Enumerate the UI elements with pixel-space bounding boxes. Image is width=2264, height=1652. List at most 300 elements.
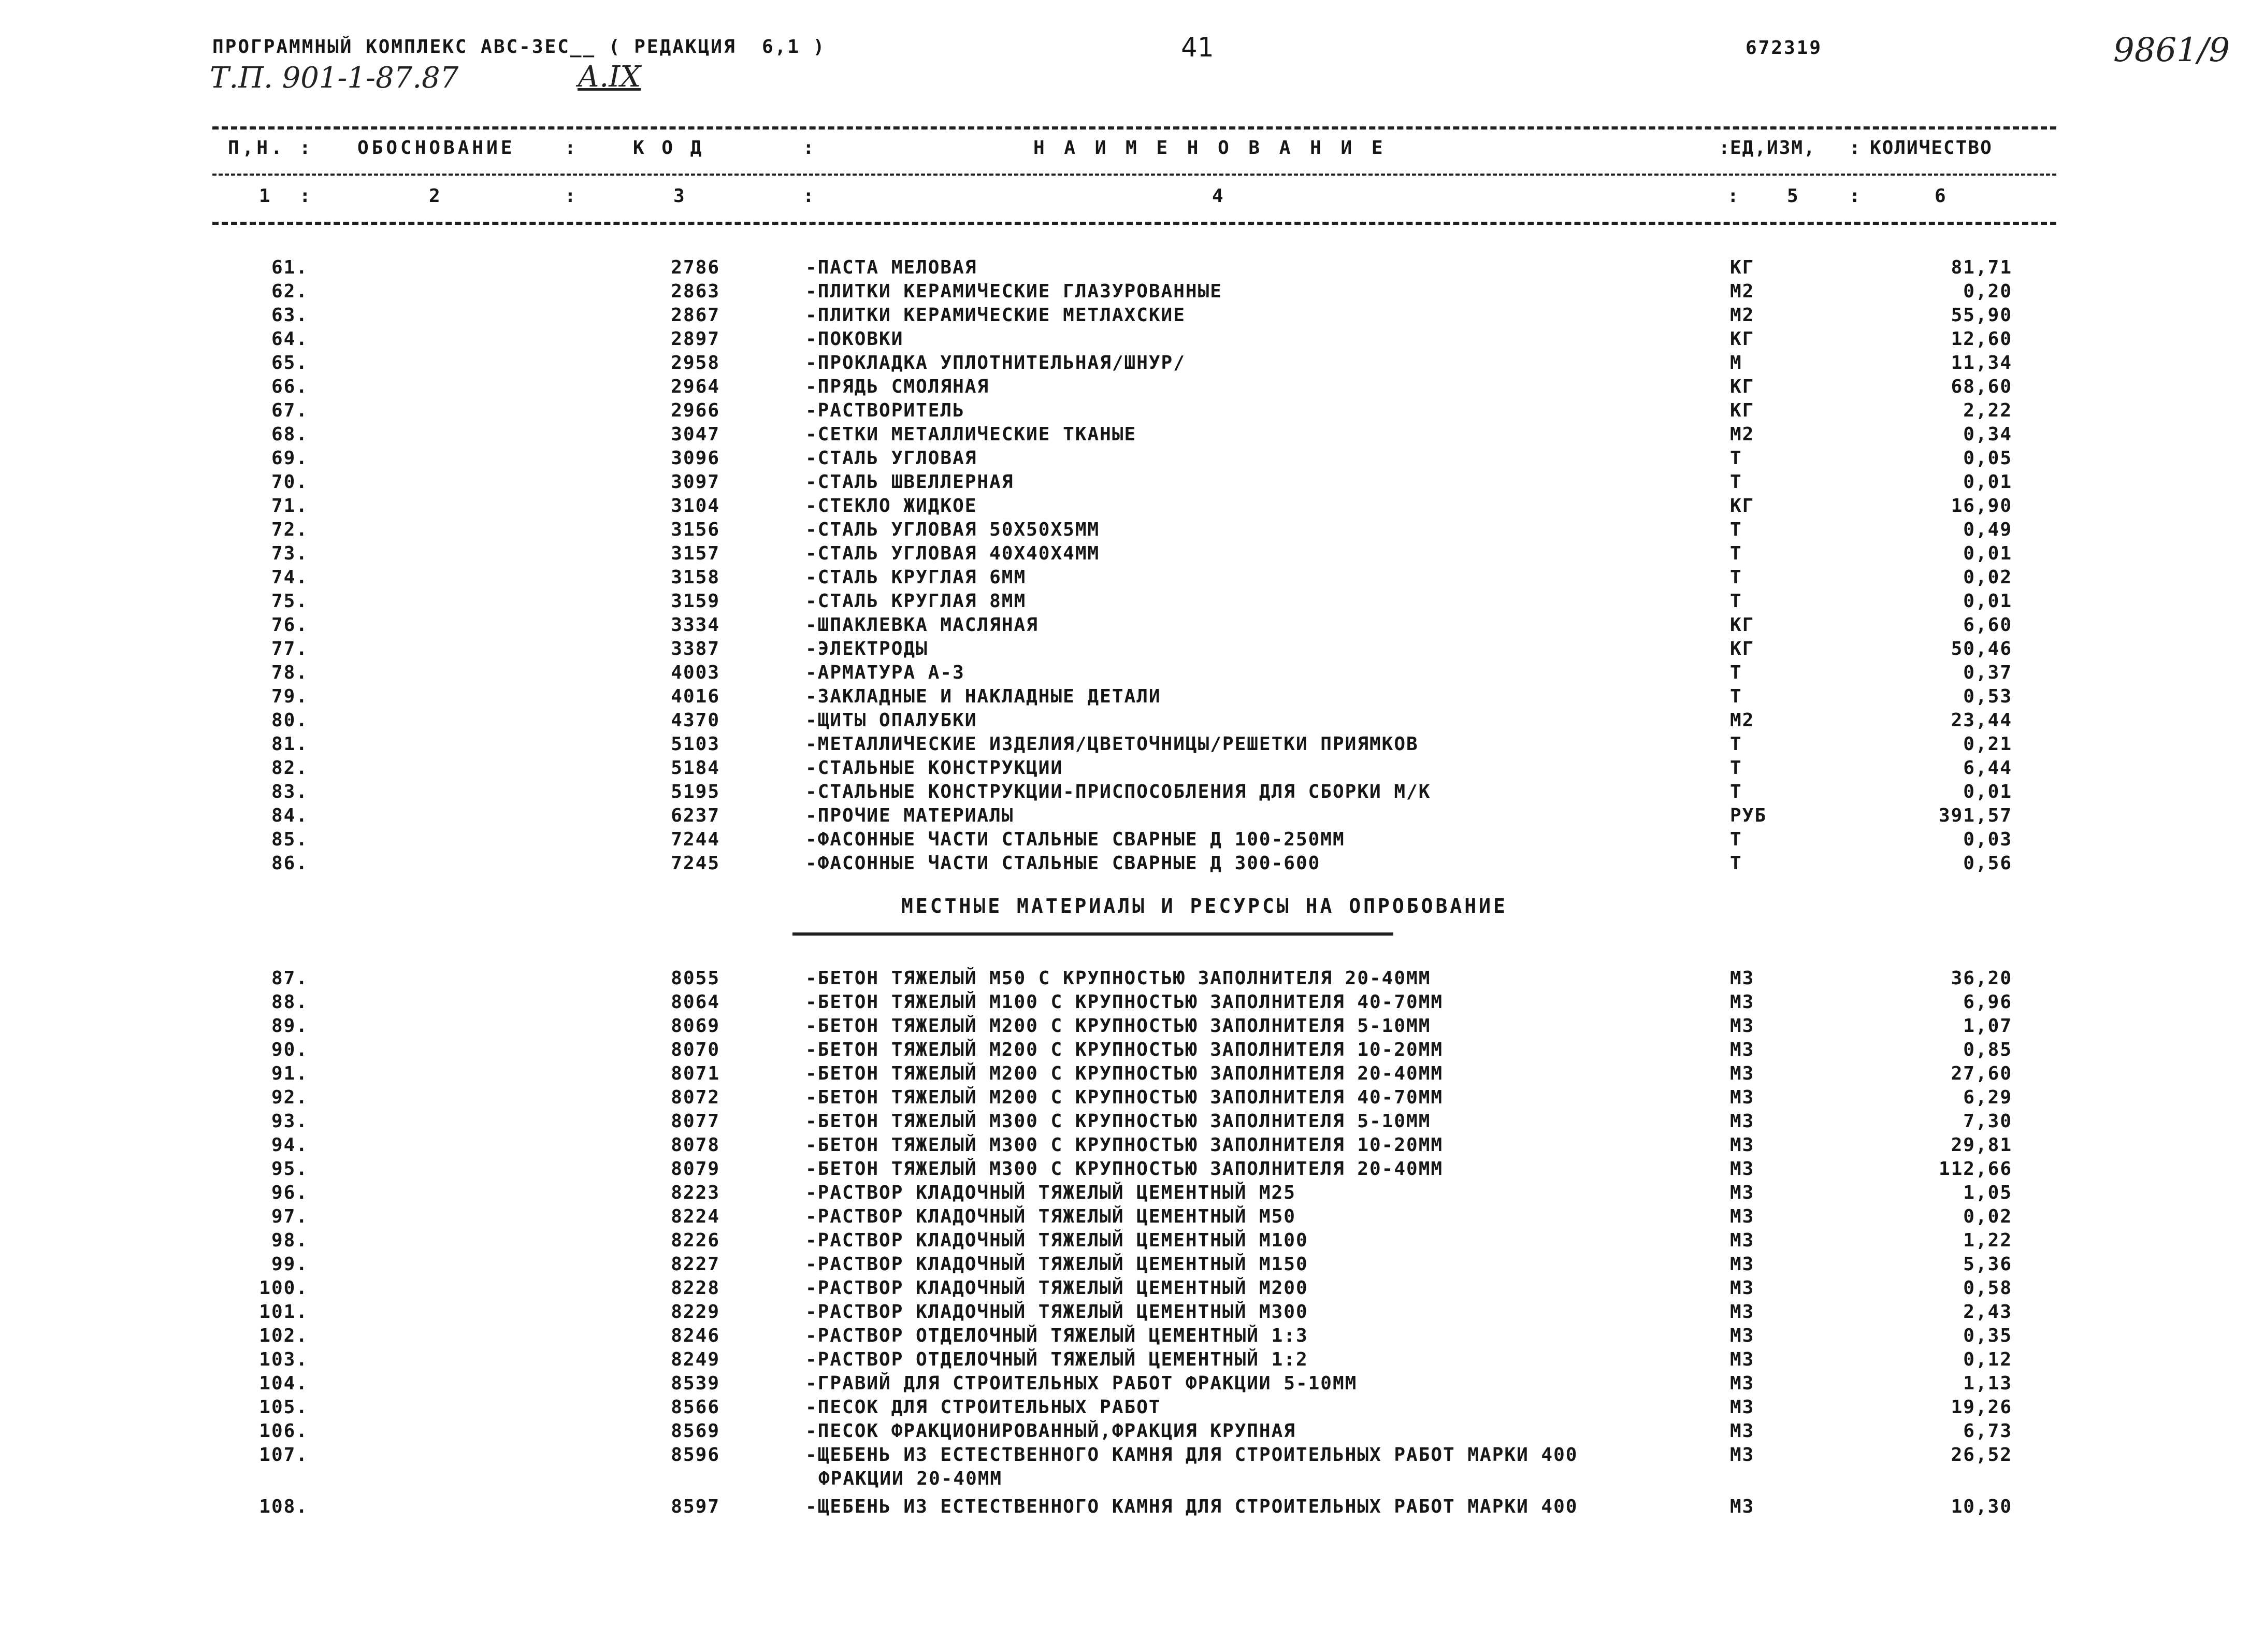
table-row bbox=[0, 519, 2264, 543]
row-code: 8069 bbox=[671, 1015, 720, 1037]
row-quantity: 1,13 bbox=[1963, 1373, 2012, 1394]
row-unit: М3 bbox=[1730, 1277, 1755, 1299]
row-code: 4003 bbox=[671, 662, 720, 683]
row-code: 8249 bbox=[671, 1349, 720, 1370]
row-name: -ЩЕБЕНЬ ИЗ ЕСТЕСТВЕННОГО КАМНЯ ДЛЯ СТРОИТЕЛЬНЫХ РАБОТ МАРКИ 400 bbox=[805, 1444, 1578, 1466]
row-unit: Т bbox=[1730, 781, 1742, 802]
col-number-1: 1 bbox=[259, 185, 270, 207]
row-unit: КГ bbox=[1730, 376, 1755, 397]
row-quantity: 29,81 bbox=[1951, 1134, 2012, 1156]
row-number: 101. bbox=[259, 1301, 308, 1323]
row-number: 100. bbox=[259, 1277, 308, 1299]
row-name: -ФАСОННЫЕ ЧАСТИ СТАЛЬНЫЕ СВАРНЫЕ Д 100-250ММ bbox=[805, 829, 1345, 850]
row-name: -РАСТВОР КЛАДОЧНЫЙ ТЯЖЕЛЫЙ ЦЕМЕНТНЫЙ М100 bbox=[805, 1230, 1308, 1251]
row-name: -ШПАКЛЕВКА МАСЛЯНАЯ bbox=[805, 614, 1039, 636]
col-header-sep: : bbox=[1719, 137, 1733, 159]
row-code: 8077 bbox=[671, 1111, 720, 1132]
row-name: -ПЕСОК ФРАКЦИОНИРОВАННЫЙ,ФРАКЦИЯ КРУПНАЯ bbox=[805, 1420, 1296, 1442]
table-row bbox=[0, 281, 2264, 305]
row-quantity: 112,66 bbox=[1938, 1158, 2012, 1180]
row-code: 3047 bbox=[671, 424, 720, 445]
row-quantity: 1,05 bbox=[1963, 1182, 2012, 1203]
row-number: 74. bbox=[271, 567, 308, 588]
row-number: 95. bbox=[271, 1158, 308, 1180]
row-name: -СТАЛЬ УГЛОВАЯ 50Х50Х5ММ bbox=[805, 519, 1100, 540]
row-quantity: 19,26 bbox=[1951, 1397, 2012, 1418]
table-row bbox=[0, 1420, 2264, 1444]
row-number: 92. bbox=[271, 1087, 308, 1108]
table-row bbox=[0, 1015, 2264, 1039]
table-row bbox=[0, 1349, 2264, 1373]
row-name: -РАСТВОР КЛАДОЧНЫЙ ТЯЖЕЛЫЙ ЦЕМЕНТНЫЙ М25 bbox=[805, 1182, 1296, 1203]
row-quantity: 12,60 bbox=[1951, 328, 2012, 350]
table-row bbox=[0, 710, 2264, 734]
row-name: -БЕТОН ТЯЖЕЛЫЙ М200 С КРУПНОСТЬЮ ЗАПОЛНИТЕЛЯ 10-20ММ bbox=[805, 1039, 1444, 1060]
row-name: -ПРОЧИЕ МАТЕРИАЛЫ bbox=[805, 805, 1014, 826]
row-unit: М3 bbox=[1730, 1230, 1755, 1251]
table-row bbox=[0, 1496, 2264, 1520]
section-underline bbox=[792, 932, 1393, 936]
row-code: 8596 bbox=[671, 1444, 720, 1466]
row-name: -БЕТОН ТЯЖЕЛЫЙ М300 С КРУПНОСТЬЮ ЗАПОЛНИТЕЛЯ 10-20ММ bbox=[805, 1134, 1444, 1156]
row-code: 8229 bbox=[671, 1301, 720, 1323]
col-number-5: 5 bbox=[1787, 185, 1798, 207]
table-row bbox=[0, 829, 2264, 853]
table-row bbox=[0, 1325, 2264, 1349]
row-unit: КГ bbox=[1730, 638, 1755, 659]
row-unit: М3 bbox=[1730, 1373, 1755, 1394]
table-row bbox=[0, 543, 2264, 567]
row-unit: М3 bbox=[1730, 1087, 1755, 1108]
table-row bbox=[0, 1301, 2264, 1325]
row-code: 8064 bbox=[671, 992, 720, 1013]
row-quantity: 11,34 bbox=[1951, 352, 2012, 374]
row-number: 103. bbox=[259, 1349, 308, 1370]
row-number: 90. bbox=[271, 1039, 308, 1060]
table-row bbox=[0, 471, 2264, 495]
row-name: -СТАЛЬ КРУГЛАЯ 6ММ bbox=[805, 567, 1027, 588]
table-row bbox=[0, 424, 2264, 448]
row-number: 86. bbox=[271, 853, 308, 874]
row-number: 65. bbox=[271, 352, 308, 374]
col-header-sep: : bbox=[803, 137, 817, 159]
row-number: 87. bbox=[271, 968, 308, 989]
col-number-6: 6 bbox=[1935, 185, 1946, 207]
row-name: -АРМАТУРА А-3 bbox=[805, 662, 965, 683]
row-unit: КГ bbox=[1730, 495, 1755, 516]
row-number: 63. bbox=[271, 305, 308, 326]
row-number: 93. bbox=[271, 1111, 308, 1132]
col-number-sep: : bbox=[299, 185, 311, 207]
col-header-basis: ОБОСНОВАНИЕ bbox=[357, 137, 515, 159]
row-name: -СТАЛЬ УГЛОВАЯ 40Х40Х4ММ bbox=[805, 543, 1100, 564]
table-row bbox=[0, 1277, 2264, 1301]
row-code: 2786 bbox=[671, 257, 720, 278]
row-unit: КГ bbox=[1730, 328, 1755, 350]
row-quantity: 0,37 bbox=[1963, 662, 2012, 683]
row-name: -СТЕКЛО ЖИДКОЕ bbox=[805, 495, 977, 516]
row-name: -ГРАВИЙ ДЛЯ СТРОИТЕЛЬНЫХ РАБОТ ФРАКЦИИ 5-10ММ bbox=[805, 1373, 1358, 1394]
row-code: 3157 bbox=[671, 543, 720, 564]
row-name: -РАСТВОР КЛАДОЧНЫЙ ТЯЖЕЛЫЙ ЦЕМЕНТНЫЙ М150 bbox=[805, 1254, 1308, 1275]
row-quantity: 26,52 bbox=[1951, 1444, 2012, 1466]
row-code: 8227 bbox=[671, 1254, 720, 1275]
row-unit: М3 bbox=[1730, 1325, 1755, 1346]
table-row bbox=[0, 757, 2264, 781]
row-quantity: 2,22 bbox=[1963, 400, 2012, 421]
row-number: 108. bbox=[259, 1496, 308, 1517]
row-unit: М2 bbox=[1730, 710, 1755, 731]
col-number-sep: : bbox=[1727, 185, 1739, 207]
row-unit: М3 bbox=[1730, 1158, 1755, 1180]
row-quantity: 6,44 bbox=[1963, 757, 2012, 779]
row-code: 8224 bbox=[671, 1206, 720, 1227]
row-code: 8539 bbox=[671, 1373, 720, 1394]
row-number: 78. bbox=[271, 662, 308, 683]
row-name: -БЕТОН ТЯЖЕЛЫЙ М200 С КРУПНОСТЬЮ ЗАПОЛНИТЕЛЯ 5-10ММ bbox=[805, 1015, 1431, 1037]
row-code: 8246 bbox=[671, 1325, 720, 1346]
row-number: 88. bbox=[271, 992, 308, 1013]
row-code: 8597 bbox=[671, 1496, 720, 1517]
row-unit: Т bbox=[1730, 567, 1742, 588]
table-row bbox=[0, 352, 2264, 376]
page-number: 41 bbox=[1181, 32, 1214, 63]
row-name: -БЕТОН ТЯЖЕЛЫЙ М300 С КРУПНОСТЬЮ ЗАПОЛНИТЕЛЯ 20-40ММ bbox=[805, 1158, 1444, 1180]
row-number: 89. bbox=[271, 1015, 308, 1037]
row-unit: Т bbox=[1730, 757, 1742, 779]
row-unit: М2 bbox=[1730, 305, 1755, 326]
row-code: 2964 bbox=[671, 376, 720, 397]
col-number-2: 2 bbox=[429, 185, 440, 207]
row-name: -БЕТОН ТЯЖЕЛЫЙ М200 С КРУПНОСТЬЮ ЗАПОЛНИТЕЛЯ 20-40ММ bbox=[805, 1063, 1444, 1084]
row-name: -СТАЛЬ ШВЕЛЛЕРНАЯ bbox=[805, 471, 1014, 493]
row-name: -СТАЛЬ УГЛОВАЯ bbox=[805, 448, 977, 469]
row-quantity: 1,22 bbox=[1963, 1230, 2012, 1251]
row-quantity: 0,01 bbox=[1963, 471, 2012, 493]
program-title: ПРОГРАММНЫЙ КОМПЛЕКС АВС-3ЕС__ ( РЕДАКЦИЯ 6,1 ) bbox=[212, 36, 826, 58]
row-name: -СЕТКИ МЕТАЛЛИЧЕСКИЕ ТКАНЫЕ bbox=[805, 424, 1137, 445]
row-code: 7245 bbox=[671, 853, 720, 874]
header-bottom-rule bbox=[212, 222, 2056, 225]
row-number: 67. bbox=[271, 400, 308, 421]
row-number: 79. bbox=[271, 686, 308, 707]
table-row bbox=[0, 662, 2264, 686]
row-code: 8228 bbox=[671, 1277, 720, 1299]
row-quantity: 36,20 bbox=[1951, 968, 2012, 989]
row-code: 3387 bbox=[671, 638, 720, 659]
row-unit: М bbox=[1730, 352, 1742, 374]
header-top-rule bbox=[212, 126, 2056, 130]
row-code: 5195 bbox=[671, 781, 720, 802]
row-unit: М3 bbox=[1730, 1301, 1755, 1323]
row-name: -РАСТВОР КЛАДОЧНЫЙ ТЯЖЕЛЫЙ ЦЕМЕНТНЫЙ М50 bbox=[805, 1206, 1296, 1227]
row-name: -ЭЛЕКТРОДЫ bbox=[805, 638, 928, 659]
table-row bbox=[0, 1444, 2264, 1468]
row-number: 81. bbox=[271, 734, 308, 755]
row-quantity: 81,71 bbox=[1951, 257, 2012, 278]
row-name: -БЕТОН ТЯЖЕЛЫЙ М100 С КРУПНОСТЬЮ ЗАПОЛНИТЕЛЯ 40-70ММ bbox=[805, 992, 1444, 1013]
row-number: 94. bbox=[271, 1134, 308, 1156]
table-row bbox=[0, 1254, 2264, 1277]
row-name: -РАСТВОР КЛАДОЧНЫЙ ТЯЖЕЛЫЙ ЦЕМЕНТНЫЙ М300 bbox=[805, 1301, 1308, 1323]
row-code: 8566 bbox=[671, 1397, 720, 1418]
row-number: 105. bbox=[259, 1397, 308, 1418]
row-number: 104. bbox=[259, 1373, 308, 1394]
row-quantity: 0,53 bbox=[1963, 686, 2012, 707]
col-header-sep: : bbox=[299, 137, 314, 159]
row-name: -ЗАКЛАДНЫЕ И НАКЛАДНЫЕ ДЕТАЛИ bbox=[805, 686, 1161, 707]
col-header-name: Н А И М Е Н О В А Н И Е bbox=[1033, 137, 1387, 159]
row-quantity: 0,20 bbox=[1963, 281, 2012, 302]
table-row bbox=[0, 495, 2264, 519]
row-quantity: 0,01 bbox=[1963, 543, 2012, 564]
row-quantity: 0,85 bbox=[1963, 1039, 2012, 1060]
row-code: 8226 bbox=[671, 1230, 720, 1251]
table-row bbox=[0, 400, 2264, 424]
row-code: 6237 bbox=[671, 805, 720, 826]
row-name: -ЩЕБЕНЬ ИЗ ЕСТЕСТВЕННОГО КАМНЯ ДЛЯ СТРОИТЕЛЬНЫХ РАБОТ МАРКИ 400 bbox=[805, 1496, 1578, 1517]
row-number: 76. bbox=[271, 614, 308, 636]
row-name: -СТАЛЬНЫЕ КОНСТРУКЦИИ-ПРИСПОСОБЛЕНИЯ ДЛЯ СБОРКИ М/К bbox=[805, 781, 1431, 802]
row-code: 3158 bbox=[671, 567, 720, 588]
row-quantity: 7,30 bbox=[1963, 1111, 2012, 1132]
row-code: 2897 bbox=[671, 328, 720, 350]
handwritten-corner-note: 9861/9 bbox=[2113, 31, 2230, 69]
row-name: -ПОКОВКИ bbox=[805, 328, 904, 350]
table-row bbox=[0, 1111, 2264, 1134]
table-row bbox=[0, 305, 2264, 328]
row-unit: Т bbox=[1730, 543, 1742, 564]
row-number: 72. bbox=[271, 519, 308, 540]
row-unit: М2 bbox=[1730, 281, 1755, 302]
row-unit: М3 bbox=[1730, 1444, 1755, 1466]
row-name: -РАСТВОР ОТДЕЛОЧНЫЙ ТЯЖЕЛЫЙ ЦЕМЕНТНЫЙ 1:3 bbox=[805, 1325, 1308, 1346]
table-row bbox=[0, 781, 2264, 805]
row-name: -ПЕСОК ДЛЯ СТРОИТЕЛЬНЫХ РАБОТ bbox=[805, 1397, 1161, 1418]
row-unit: М3 bbox=[1730, 1111, 1755, 1132]
row-unit: М3 bbox=[1730, 968, 1755, 989]
row-quantity: 6,60 bbox=[1963, 614, 2012, 636]
row-unit: М3 bbox=[1730, 1206, 1755, 1227]
row-number: 83. bbox=[271, 781, 308, 802]
row-unit: М3 bbox=[1730, 1349, 1755, 1370]
table-row bbox=[0, 376, 2264, 400]
handwritten-album: А.IX bbox=[578, 60, 641, 94]
row-number: 102. bbox=[259, 1325, 308, 1346]
table-row bbox=[0, 992, 2264, 1015]
row-name: -СТАЛЬНЫЕ КОНСТРУКЦИИ bbox=[805, 757, 1063, 779]
row-code: 8569 bbox=[671, 1420, 720, 1442]
row-code: 4370 bbox=[671, 710, 720, 731]
row-code: 8079 bbox=[671, 1158, 720, 1180]
row-unit: Т bbox=[1730, 591, 1742, 612]
row-unit: М2 bbox=[1730, 424, 1755, 445]
row-quantity: 16,90 bbox=[1951, 495, 2012, 516]
col-header-item-number: П,Н. bbox=[228, 137, 285, 159]
row-quantity: 0,05 bbox=[1963, 448, 2012, 469]
row-unit: М3 bbox=[1730, 1254, 1755, 1275]
row-name: -СТАЛЬ КРУГЛАЯ 8ММ bbox=[805, 591, 1027, 612]
row-unit: Т bbox=[1730, 686, 1742, 707]
col-header-sep: : bbox=[1849, 137, 1864, 159]
row-name-continuation: ФРАКЦИИ 20-40ММ bbox=[818, 1468, 1003, 1489]
row-code: 8071 bbox=[671, 1063, 720, 1084]
row-quantity: 0,56 bbox=[1963, 853, 2012, 874]
row-unit: М3 bbox=[1730, 1039, 1755, 1060]
row-quantity: 0,49 bbox=[1963, 519, 2012, 540]
row-code: 3156 bbox=[671, 519, 720, 540]
row-number: 71. bbox=[271, 495, 308, 516]
row-code: 2863 bbox=[671, 281, 720, 302]
row-quantity: 0,12 bbox=[1963, 1349, 2012, 1370]
table-row bbox=[0, 734, 2264, 757]
row-unit: КГ bbox=[1730, 400, 1755, 421]
row-code: 5184 bbox=[671, 757, 720, 779]
header-mid-rule bbox=[212, 174, 2056, 176]
table-row bbox=[0, 805, 2264, 829]
row-code: 3159 bbox=[671, 591, 720, 612]
row-code: 8072 bbox=[671, 1087, 720, 1108]
row-number: 68. bbox=[271, 424, 308, 445]
row-number: 99. bbox=[271, 1254, 308, 1275]
row-quantity: 0,01 bbox=[1963, 781, 2012, 802]
row-quantity: 0,02 bbox=[1963, 1206, 2012, 1227]
row-quantity: 27,60 bbox=[1951, 1063, 2012, 1084]
row-code: 2867 bbox=[671, 305, 720, 326]
row-number: 64. bbox=[271, 328, 308, 350]
row-quantity: 1,07 bbox=[1963, 1015, 2012, 1037]
row-quantity: 0,34 bbox=[1963, 424, 2012, 445]
row-unit: М3 bbox=[1730, 1420, 1755, 1442]
row-name: -ПЛИТКИ КЕРАМИЧЕСКИЕ ГЛАЗУРОВАННЫЕ bbox=[805, 281, 1222, 302]
col-header-unit: ЕД,ИЗМ, bbox=[1730, 137, 1816, 159]
table-row bbox=[0, 1397, 2264, 1420]
row-quantity: 6,73 bbox=[1963, 1420, 2012, 1442]
row-number: 82. bbox=[271, 757, 308, 779]
row-quantity: 6,29 bbox=[1963, 1087, 2012, 1108]
col-header-sep: : bbox=[565, 137, 579, 159]
row-quantity: 0,01 bbox=[1963, 591, 2012, 612]
row-name: -РАСТВОР ОТДЕЛОЧНЫЙ ТЯЖЕЛЫЙ ЦЕМЕНТНЫЙ 1:2 bbox=[805, 1349, 1308, 1370]
row-number: 84. bbox=[271, 805, 308, 826]
col-number-sep: : bbox=[1849, 185, 1861, 207]
row-number: 69. bbox=[271, 448, 308, 469]
row-quantity: 55,90 bbox=[1951, 305, 2012, 326]
row-quantity: 50,46 bbox=[1951, 638, 2012, 659]
table-row bbox=[0, 614, 2264, 638]
row-quantity: 68,60 bbox=[1951, 376, 2012, 397]
row-number: 73. bbox=[271, 543, 308, 564]
table-row bbox=[0, 686, 2264, 710]
row-code: 8055 bbox=[671, 968, 720, 989]
row-name: -ПРОКЛАДКА УПЛОТНИТЕЛЬНАЯ/ШНУР/ bbox=[805, 352, 1186, 374]
table-row bbox=[0, 1230, 2264, 1254]
row-number: 107. bbox=[259, 1444, 308, 1466]
row-name: -ПАСТА МЕЛОВАЯ bbox=[805, 257, 977, 278]
row-quantity: 2,43 bbox=[1963, 1301, 2012, 1323]
section-title: МЕСТНЫЕ МАТЕРИАЛЫ И РЕСУРСЫ НА ОПРОБОВАНИЕ bbox=[901, 895, 1508, 917]
table-row bbox=[0, 448, 2264, 471]
row-unit: КГ bbox=[1730, 614, 1755, 636]
col-number-sep: : bbox=[803, 185, 814, 207]
row-unit: Т bbox=[1730, 734, 1742, 755]
row-quantity: 5,36 bbox=[1963, 1254, 2012, 1275]
row-number: 70. bbox=[271, 471, 308, 493]
row-unit: Т bbox=[1730, 519, 1742, 540]
row-number: 96. bbox=[271, 1182, 308, 1203]
col-header-quantity: КОЛИЧЕСТВО bbox=[1870, 137, 1993, 159]
row-name: -ФАСОННЫЕ ЧАСТИ СТАЛЬНЫЕ СВАРНЫЕ Д 300-600 bbox=[805, 853, 1321, 874]
document-code: 672319 bbox=[1746, 37, 1823, 59]
row-code: 5103 bbox=[671, 734, 720, 755]
row-number: 75. bbox=[271, 591, 308, 612]
row-code: 8223 bbox=[671, 1182, 720, 1203]
row-name: -ПРЯДЬ СМОЛЯНАЯ bbox=[805, 376, 990, 397]
row-quantity: 23,44 bbox=[1951, 710, 2012, 731]
row-unit: Т bbox=[1730, 853, 1742, 874]
row-name: -БЕТОН ТЯЖЕЛЫЙ М300 С КРУПНОСТЬЮ ЗАПОЛНИТЕЛЯ 5-10ММ bbox=[805, 1111, 1431, 1132]
row-code: 8070 bbox=[671, 1039, 720, 1060]
row-unit: Т bbox=[1730, 662, 1742, 683]
table-row bbox=[0, 1087, 2264, 1111]
table-row bbox=[0, 853, 2264, 877]
col-number-3: 3 bbox=[673, 185, 685, 207]
col-header-code: К О Д bbox=[633, 137, 705, 159]
table-row bbox=[0, 1182, 2264, 1206]
row-number: 91. bbox=[271, 1063, 308, 1084]
row-code: 4016 bbox=[671, 686, 720, 707]
row-number: 77. bbox=[271, 638, 308, 659]
row-unit: М3 bbox=[1730, 1063, 1755, 1084]
row-code: 2966 bbox=[671, 400, 720, 421]
row-quantity: 0,21 bbox=[1963, 734, 2012, 755]
table-row bbox=[0, 257, 2264, 281]
row-unit: Т bbox=[1730, 448, 1742, 469]
row-number: 85. bbox=[271, 829, 308, 850]
row-name: -ПЛИТКИ КЕРАМИЧЕСКИЕ МЕТЛАХСКИЕ bbox=[805, 305, 1186, 326]
row-code: 8078 bbox=[671, 1134, 720, 1156]
row-name: -БЕТОН ТЯЖЕЛЫЙ М200 С КРУПНОСТЬЮ ЗАПОЛНИТЕЛЯ 40-70ММ bbox=[805, 1087, 1444, 1108]
row-code: 3097 bbox=[671, 471, 720, 493]
handwritten-project-code: Т.П. 901-1-87.87 bbox=[210, 61, 459, 95]
row-number: 62. bbox=[271, 281, 308, 302]
row-number: 61. bbox=[271, 257, 308, 278]
row-number: 98. bbox=[271, 1230, 308, 1251]
row-quantity: 10,30 bbox=[1951, 1496, 2012, 1517]
row-name: -РАСТВОРИТЕЛЬ bbox=[805, 400, 965, 421]
row-code: 2958 bbox=[671, 352, 720, 374]
row-code: 7244 bbox=[671, 829, 720, 850]
row-name: -МЕТАЛЛИЧЕСКИЕ ИЗДЕЛИЯ/ЦВЕТОЧНИЦЫ/РЕШЕТКИ ПРИЯМКОВ bbox=[805, 734, 1419, 755]
row-quantity: 0,58 bbox=[1963, 1277, 2012, 1299]
table-row bbox=[0, 328, 2264, 352]
row-number: 80. bbox=[271, 710, 308, 731]
row-quantity: 0,03 bbox=[1963, 829, 2012, 850]
row-number: 106. bbox=[259, 1420, 308, 1442]
row-number: 97. bbox=[271, 1206, 308, 1227]
table-row bbox=[0, 968, 2264, 992]
row-unit: М3 bbox=[1730, 1182, 1755, 1203]
table-row bbox=[0, 1158, 2264, 1182]
row-quantity: 0,35 bbox=[1963, 1325, 2012, 1346]
table-row bbox=[0, 567, 2264, 591]
row-code: 3334 bbox=[671, 614, 720, 636]
row-name: -БЕТОН ТЯЖЕЛЫЙ М50 С КРУПНОСТЬЮ ЗАПОЛНИТЕЛЯ 20-40ММ bbox=[805, 968, 1431, 989]
row-name: -РАСТВОР КЛАДОЧНЫЙ ТЯЖЕЛЫЙ ЦЕМЕНТНЫЙ М200 bbox=[805, 1277, 1308, 1299]
row-unit: М3 bbox=[1730, 1134, 1755, 1156]
row-unit: КГ bbox=[1730, 257, 1755, 278]
row-quantity: 0,02 bbox=[1963, 567, 2012, 588]
